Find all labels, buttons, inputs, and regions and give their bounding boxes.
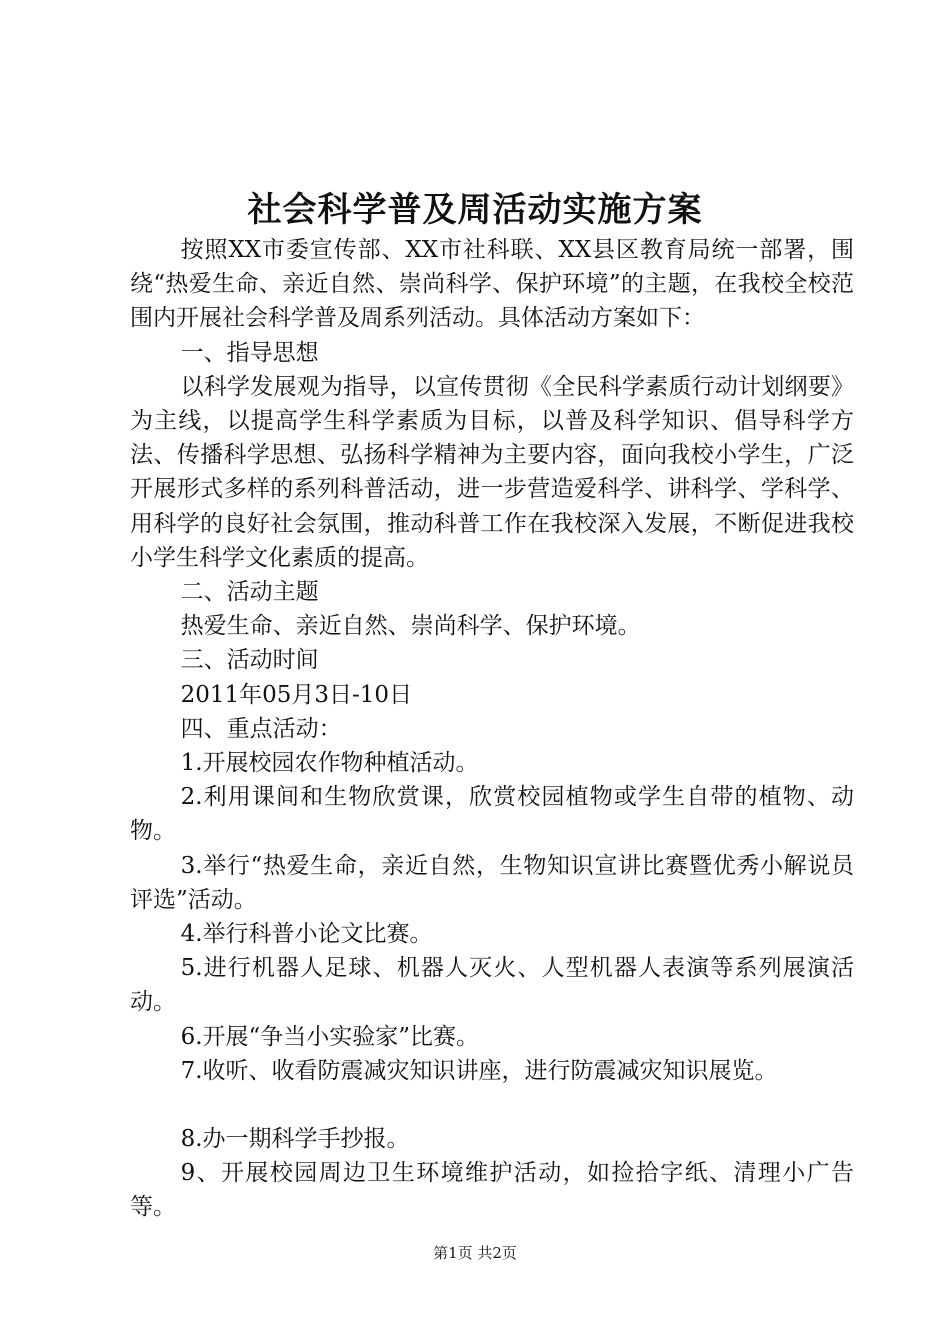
paragraph-activity-theme: 热爱生命、亲近自然、崇尚科学、保护环境。 bbox=[180, 613, 641, 640]
heading-guiding-thought: 一、指导思想 bbox=[180, 339, 319, 366]
list-item: 6.开展“争当小实验家”比赛。 bbox=[180, 1023, 480, 1050]
list-item: 4.举行科普小论文比赛。 bbox=[180, 921, 433, 948]
document-body bbox=[130, 233, 854, 1225]
list-item: 2.利用课间和生物欣赏课，欣赏校园植物或学生自带的植物、动物。 bbox=[130, 784, 854, 845]
list-item: 7.收听、收看防震减灾知识讲座，进行防震减灾知识展览。 bbox=[180, 1057, 778, 1084]
heading-activity-time: 三、活动时间 bbox=[180, 647, 319, 674]
paragraph-intro: 按照XX市委宣传部、XX市社科联、XX县区教育局统一部署，围绕“热爱生命、亲近自然、崇尚科学、保护环境”的主题，在我校全校范围内开展社会科学普及周系列活动。具体活动方案如下： bbox=[130, 237, 854, 332]
list-item: 9、开展校园周边卫生环境维护活动，如捡拾字纸、清理小广告等。 bbox=[130, 1160, 854, 1221]
page-number: 第1页 共2页 bbox=[433, 1244, 517, 1262]
paragraph-activity-time: 2011年05月3日-10日 bbox=[180, 681, 413, 708]
paragraph-guiding-thought: 以科学发展观为指导，以宣传贯彻《全民科学素质行动计划纲要》为主线，以提高学生科学素质为目标，以普及科学知识、倡导科学方法、传播科学思想、弘扬科学精神为主要内容，面向我校小学生，广泛开展形式多样的系列科普活动，进一步营造爱科学、讲科学、学科学、用科学的良好社会氛围，推动科普工作在我校深入发展，不断促进我校小学生科学文化素质的提高。 bbox=[130, 373, 854, 571]
list-item: 8.办一期科学手抄报。 bbox=[180, 1126, 410, 1153]
list-item: 1.开展校园农作物种植活动。 bbox=[180, 750, 479, 777]
blank-line bbox=[130, 1088, 854, 1122]
heading-key-activities: 四、重点活动： bbox=[180, 715, 342, 742]
list-item: 5.进行机器人足球、机器人灭火、人型机器人表演等系列展演活动。 bbox=[130, 955, 854, 1016]
heading-activity-theme: 二、活动主题 bbox=[180, 579, 319, 606]
list-item: 3.举行“热爱生命，亲近自然，生物知识宣讲比赛暨优秀小解说员评选”活动。 bbox=[130, 852, 854, 913]
document-title: 社会科学普及周活动实施方案 bbox=[247, 190, 703, 230]
